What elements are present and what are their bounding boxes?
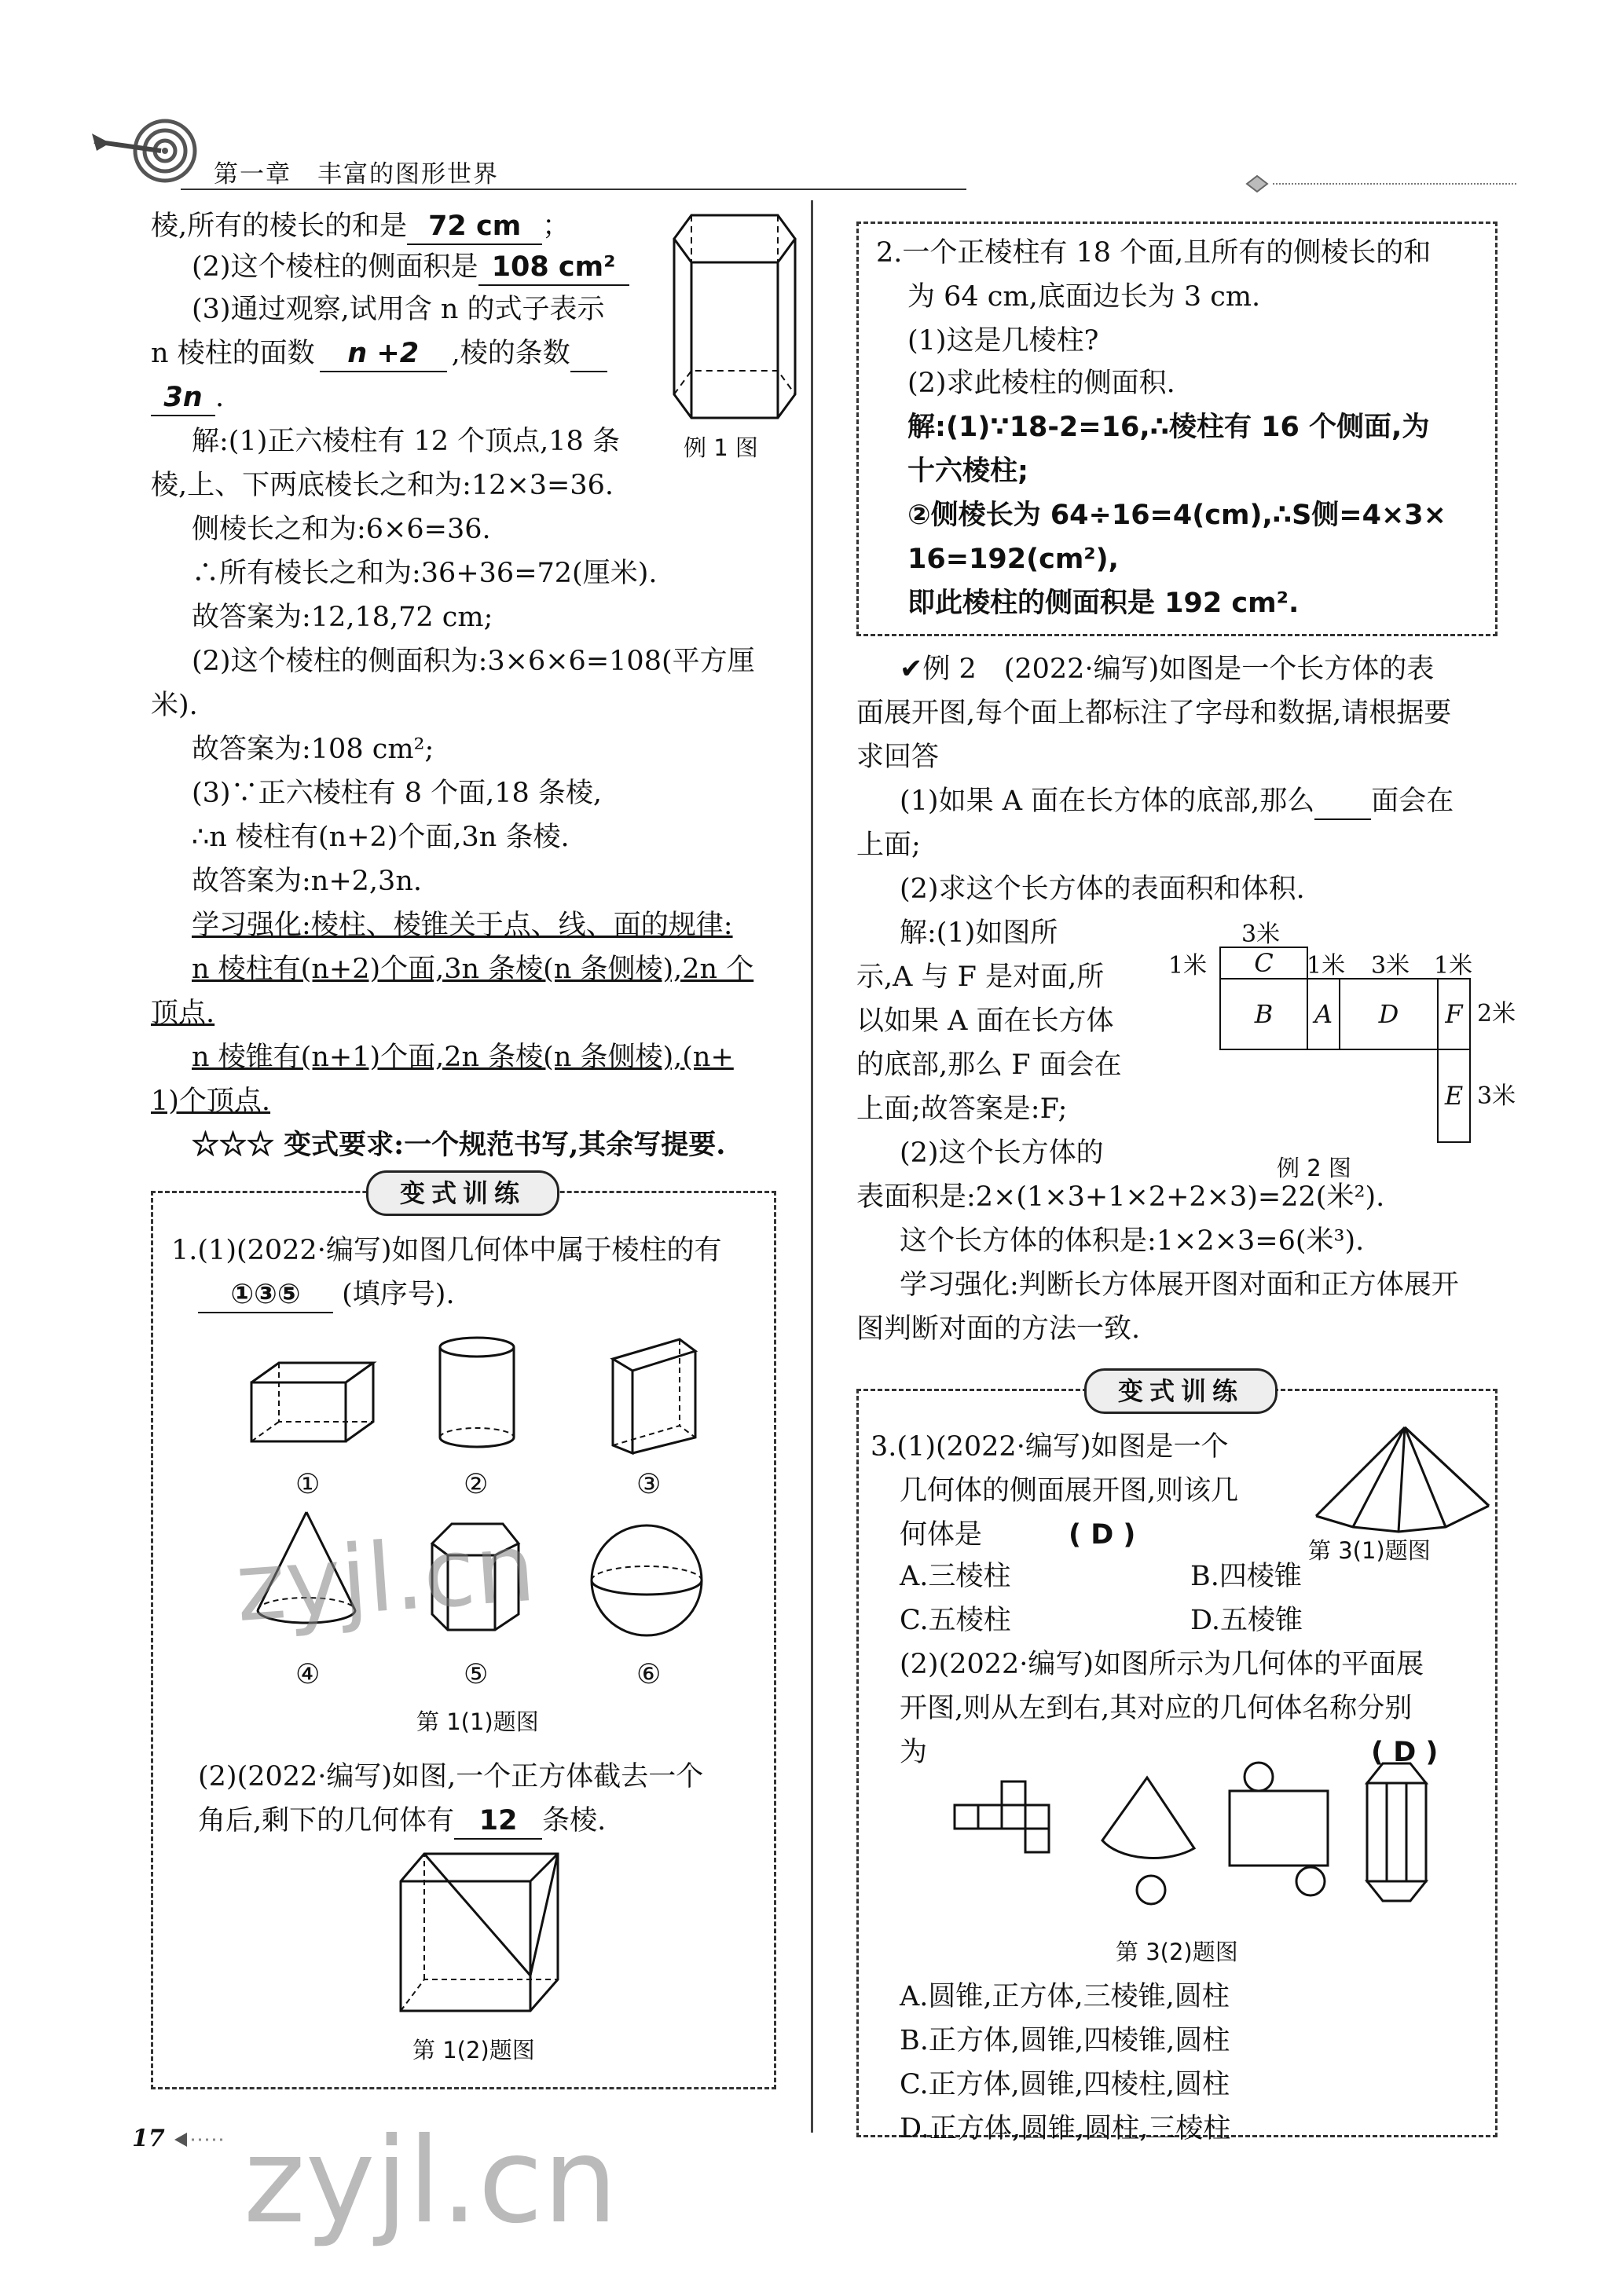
net-label: 1米 (1434, 952, 1473, 980)
line: 几何体的侧面展开图,则该几 (900, 1475, 1239, 1507)
line: 解:(1)如图所 (900, 917, 1058, 949)
answer-blank: ①③⑤ (198, 1277, 333, 1313)
cylinder-figure (436, 1335, 522, 1453)
line: ∴所有棱长之和为:36+36=72(厘米). (192, 558, 658, 589)
line: 故答案为:12,18,72 cm; (192, 602, 493, 633)
line: (3)∵正六棱柱有 8 个面,18 条棱, (192, 778, 603, 809)
figure-caption: 第 3(2)题图 (1116, 1939, 1238, 1965)
net-label: 2米 (1477, 1000, 1516, 1027)
shape-label: ⑤ (464, 1659, 489, 1690)
option: A.圆锥,正方体,三棱锥,圆柱 (900, 1981, 1230, 2012)
line: 求回答 (856, 742, 940, 773)
watermark: zyjl.cn (232, 1513, 539, 1644)
line: 何体是 ( D ) (900, 1519, 1136, 1551)
line: ①③⑤ (填序号). (198, 1277, 455, 1313)
line: (2)(2022·编写)如图所示为几何体的平面展 (900, 1649, 1424, 1680)
line: (2)这个棱柱的侧面积为:3×6×6=108(平方厘 (192, 646, 755, 677)
line: 解:(1)正六棱柱有 12 个顶点,18 条 (192, 426, 620, 457)
line: ②侧棱长为 64÷16=4(cm),∴S侧=4×3× (907, 500, 1446, 531)
cone-net-figure (1096, 1774, 1206, 1915)
cylinder-net-figure (1226, 1760, 1336, 1901)
line: 的底部,那么 F 面会在 (856, 1049, 1122, 1081)
fan-net-figure (1312, 1423, 1501, 1533)
line: 学习强化:判断长方体展开图对面和正方体展开 (900, 1269, 1459, 1301)
line: 为 ( D ) (900, 1737, 1439, 1768)
requirement-line: ☆☆☆ 变式要求:一个规范书写,其余写提要. (192, 1129, 726, 1161)
line: 角后,剩下的几何体有 12 条棱. (198, 1803, 606, 1840)
answer-blank: 3n (151, 380, 215, 416)
line: (1)这是几棱柱? (907, 325, 1099, 357)
practice-banner: 变式训练 (1084, 1368, 1278, 1414)
line: (2)(2022·编写)如图,一个正方体截去一个 (198, 1761, 704, 1792)
figure-caption: 第 3(1)题图 (1308, 1537, 1431, 1564)
line: 即此棱柱的侧面积是 192 cm². (907, 588, 1300, 619)
net-face-f: F (1437, 978, 1471, 1050)
line: 棱,所有的棱长的和是 72 cm ； (151, 209, 570, 245)
page-number: 17 (132, 2125, 165, 2152)
answer-blank: 108 cm² (478, 250, 629, 286)
line: 顶点. (151, 998, 215, 1029)
truncated-cube-figure (393, 1850, 566, 2019)
line: 为 64 cm,底面边长为 3 cm. (907, 281, 1261, 313)
answer-blank (570, 336, 607, 372)
header-dots (1273, 183, 1516, 185)
cuboid-figure (247, 1359, 381, 1445)
watermark: zyjl.cn (244, 2113, 618, 2250)
line: (2)这个棱柱的侧面积是 108 cm² (192, 250, 629, 286)
line: 米). (151, 690, 198, 721)
line: (2)这个长方体的 (900, 1137, 1104, 1169)
net-label: 1米 (1307, 952, 1346, 980)
answer-choice: ( D ) (1069, 1519, 1136, 1551)
line: 16=192(cm²), (907, 544, 1119, 575)
option: C.正方体,圆锥,四棱柱,圆柱 (900, 2069, 1230, 2100)
answer-choice: ( D ) (1371, 1737, 1439, 1768)
line: 示,A 与 F 是对面,所 (856, 961, 1105, 993)
line: 十六棱柱; (907, 456, 1028, 487)
figure-caption: 例 2 图 (1277, 1155, 1351, 1181)
target-icon (90, 118, 200, 189)
line: 这个长方体的体积是:1×2×3=6(米³). (900, 1225, 1365, 1257)
line: 以如果 A 面在长方体 (856, 1005, 1114, 1037)
line: n 棱柱有(n+2)个面,3n 条棱(n 条侧棱),2n 个 (192, 954, 754, 985)
net-face-b: B (1219, 978, 1308, 1050)
line: 侧棱长之和为:6×6=36. (192, 514, 491, 545)
practice-banner: 变式训练 (366, 1170, 559, 1216)
option: B.四棱锥 (1190, 1561, 1302, 1592)
net-face-e: E (1437, 1049, 1471, 1143)
option: B.正方体,圆锥,四棱锥,圆柱 (900, 2025, 1230, 2056)
line: ✔例 2 (2022·编写)如图是一个长方体的表 (900, 654, 1435, 685)
chapter-title: 第一章 丰富的图形世界 (214, 160, 499, 189)
line: (3)通过观察,试用含 n 的式子表示 (192, 294, 605, 325)
answer-blank: n +2 (320, 336, 447, 372)
line: 棱,上、下两底棱长之和为:12×3=36. (151, 470, 614, 501)
line: 表面积是:2×(1×3+1×2+2×3)=22(米²). (856, 1181, 1385, 1213)
line: ∴n 棱柱有(n+2)个面,3n 条棱. (192, 822, 570, 853)
line: (2)求这个长方体的表面积和体积. (900, 873, 1305, 905)
figure-caption: 第 1(1)题图 (416, 1708, 539, 1735)
net-label: 3米 (1477, 1082, 1516, 1110)
line: 1)个顶点. (151, 1086, 271, 1117)
line: 故答案为:n+2,3n. (192, 866, 422, 897)
line: n 棱锥有(n+1)个面,2n 条棱(n 条侧棱),(n+ (192, 1042, 734, 1073)
figure-caption: 第 1(2)题图 (412, 2037, 535, 2063)
line: 1.(1)(2022·编写)如图几何体中属于棱柱的有 (171, 1235, 722, 1266)
answer-blank: 72 cm (407, 209, 542, 245)
option: A.三棱柱 (900, 1561, 1011, 1592)
line: 2.一个正棱柱有 18 个面,且所有的侧棱长的和 (876, 237, 1432, 269)
line: 故答案为:108 cm²; (192, 734, 434, 765)
diamond-ornament-icon (1245, 174, 1269, 193)
page-number-arrow-icon (173, 2131, 228, 2148)
triangular-prism-figure (609, 1335, 703, 1453)
answer-blank: 12 (454, 1803, 542, 1840)
shape-label: ② (464, 1469, 489, 1500)
shape-label: ③ (636, 1469, 662, 1500)
line: 上面;故答案是:F; (856, 1093, 1068, 1125)
line: 开图,则从左到右,其对应的几何体名称分别 (900, 1693, 1413, 1724)
option: C.五棱柱 (900, 1605, 1011, 1636)
line: 3.(1)(2022·编写)如图是一个 (871, 1431, 1229, 1463)
line: (2)求此棱柱的侧面积. (907, 368, 1175, 399)
option: D.正方体,圆锥,圆柱,三棱柱 (900, 2113, 1231, 2144)
line: 面展开图,每个面上都标注了字母和数据,请根据要 (856, 698, 1452, 729)
net-face-c: C (1219, 947, 1308, 980)
sphere-figure (585, 1524, 711, 1642)
line: 3n . (151, 380, 224, 416)
line: (1)如果 A 面在长方体的底部,那么 面会在 (900, 784, 1454, 820)
hexagonal-prism-figure (668, 206, 801, 426)
shape-label: ④ (295, 1659, 321, 1690)
net-label: 3米 (1241, 921, 1281, 948)
column-divider (811, 200, 813, 2133)
prism-net-figure (1351, 1760, 1446, 1909)
net-face-d: D (1339, 978, 1439, 1050)
header-rule (181, 189, 966, 190)
shape-label: ⑥ (636, 1659, 662, 1690)
line: 解:(1)∵18-2=16,∴棱柱有 16 个侧面,为 (907, 412, 1430, 443)
option: D.五棱锥 (1190, 1605, 1303, 1636)
shape-label: ① (295, 1469, 321, 1500)
line: 上面; (856, 829, 921, 861)
net-label: 3米 (1371, 952, 1410, 980)
cube-net-figure (951, 1774, 1076, 1868)
answer-blank (1314, 784, 1371, 820)
net-label: 1米 (1168, 952, 1208, 980)
line: 学习强化:棱柱、棱锥关于点、线、面的规律: (192, 910, 733, 941)
line: 图判断对面的方法一致. (856, 1313, 1141, 1345)
figure-caption: 例 1 图 (684, 434, 758, 461)
line: n 棱柱的面数 n +2 ,棱的条数 (151, 336, 607, 372)
net-face-a: A (1307, 978, 1340, 1050)
